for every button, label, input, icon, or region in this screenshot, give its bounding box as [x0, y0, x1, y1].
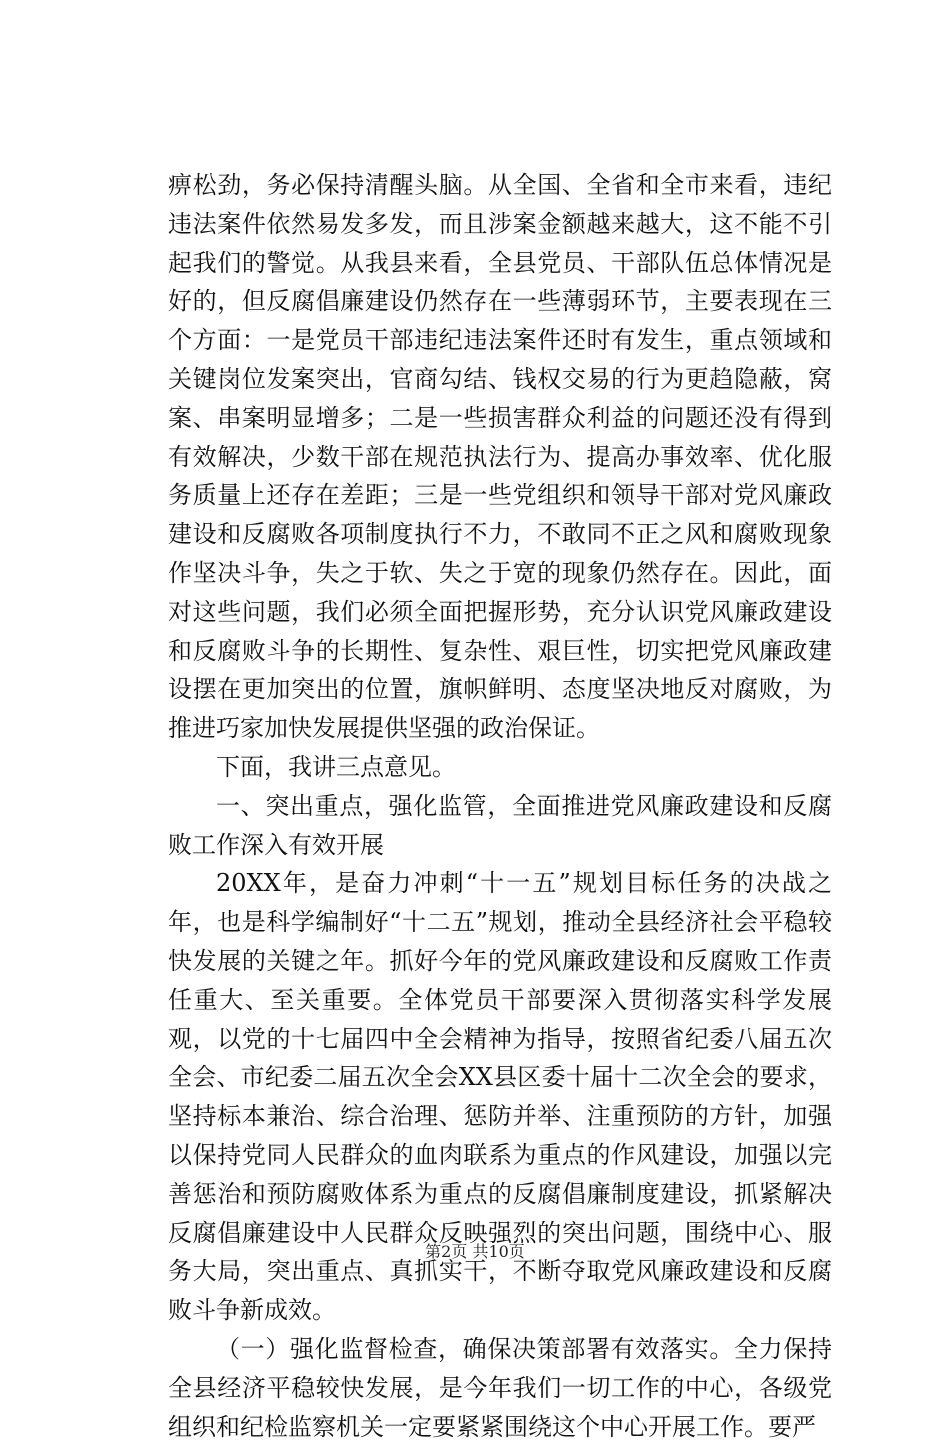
paragraph-3: 20XX年，是奋力冲刺“十一五”规划目标任务的决战之年，也是科学编制好“十二五”规划，推动全县经济社会平稳较快发展的关键之年。抓好今年的党风廉政建设和反腐败工作责任重大、至关重要。全体党员干部要深入贯彻落实科学发展观，以党的十七届四中全会精神为指导，按照省纪委八届五次全会、市纪委二届五次全会XX县区委十届十二次全会的要求，坚持标本兼治、综合治理、惩防并举、注重预防的方针，加强以保持党同人民群众的血肉联系为重点的作风建设，加强以完善惩治和预防腐败体系为重点的反腐倡廉制度建设，抓紧解决反腐倡廉建设中人民群众反映强烈的突出问题，围绕中心、服务大局，突出重点、真抓实干，不断夺取党风廉政建设和反腐败斗争新成效。 — [168, 869, 832, 1325]
page-number-footer: 第2页 共10页 — [425, 1242, 525, 1261]
section-heading: 一、突出重点，强化监管，全面推进党风廉政建设和反腐败工作深入有效开展 — [168, 791, 832, 859]
paragraph-1: 痹松劲，务必保持清醒头脑。从全国、全省和全市来看，违纪违法案件依然易发多发，而且涉案金额越来越大，这不能不引起我们的警觉。从我县来看，全县党员、干部队伍总体情况是好的，但反腐倡廉建设仍然存在一些薄弱环节，主要表现在三个方面：一是党员干部违纪违法案件还时有发生，重点领域和关键岗位发案突出，官商勾结、钱权交易的行为更趋隐蔽，窝案、串案明显增多；二是一些损害群众利益的问题还没有得到有效解决，少数干部在规范执法行为、提高办事效率、优化服务质量上还存在差距；三是一些党组织和领导干部对党风廉政建设和反腐败各项制度执行不力，不敢同不正之风和腐败现象作坚决斗争，失之于软、失之于宽的现象仍然存在。因此，面对这些问题，我们必须全面把握形势，充分认识党风廉政建设和反腐败斗争的长期性、复杂性、艰巨性，切实把党风廉政建设摆在更加突出的位置，旗帜鲜明、态度坚决地反对腐败，为推进巧家加快发展提供坚强的政治保证。 — [168, 171, 832, 743]
paragraph-2: 下面，我讲三点意见。 — [216, 752, 456, 781]
paragraph-4: （一）强化监督检查，确保决策部署有效落实。全力保持全县经济平稳较快发展，是今年我们一切工作的中心，各级党组织和纪检监察机关一定要紧紧围绕这个中心开展工作。要严 — [168, 1334, 832, 1441]
